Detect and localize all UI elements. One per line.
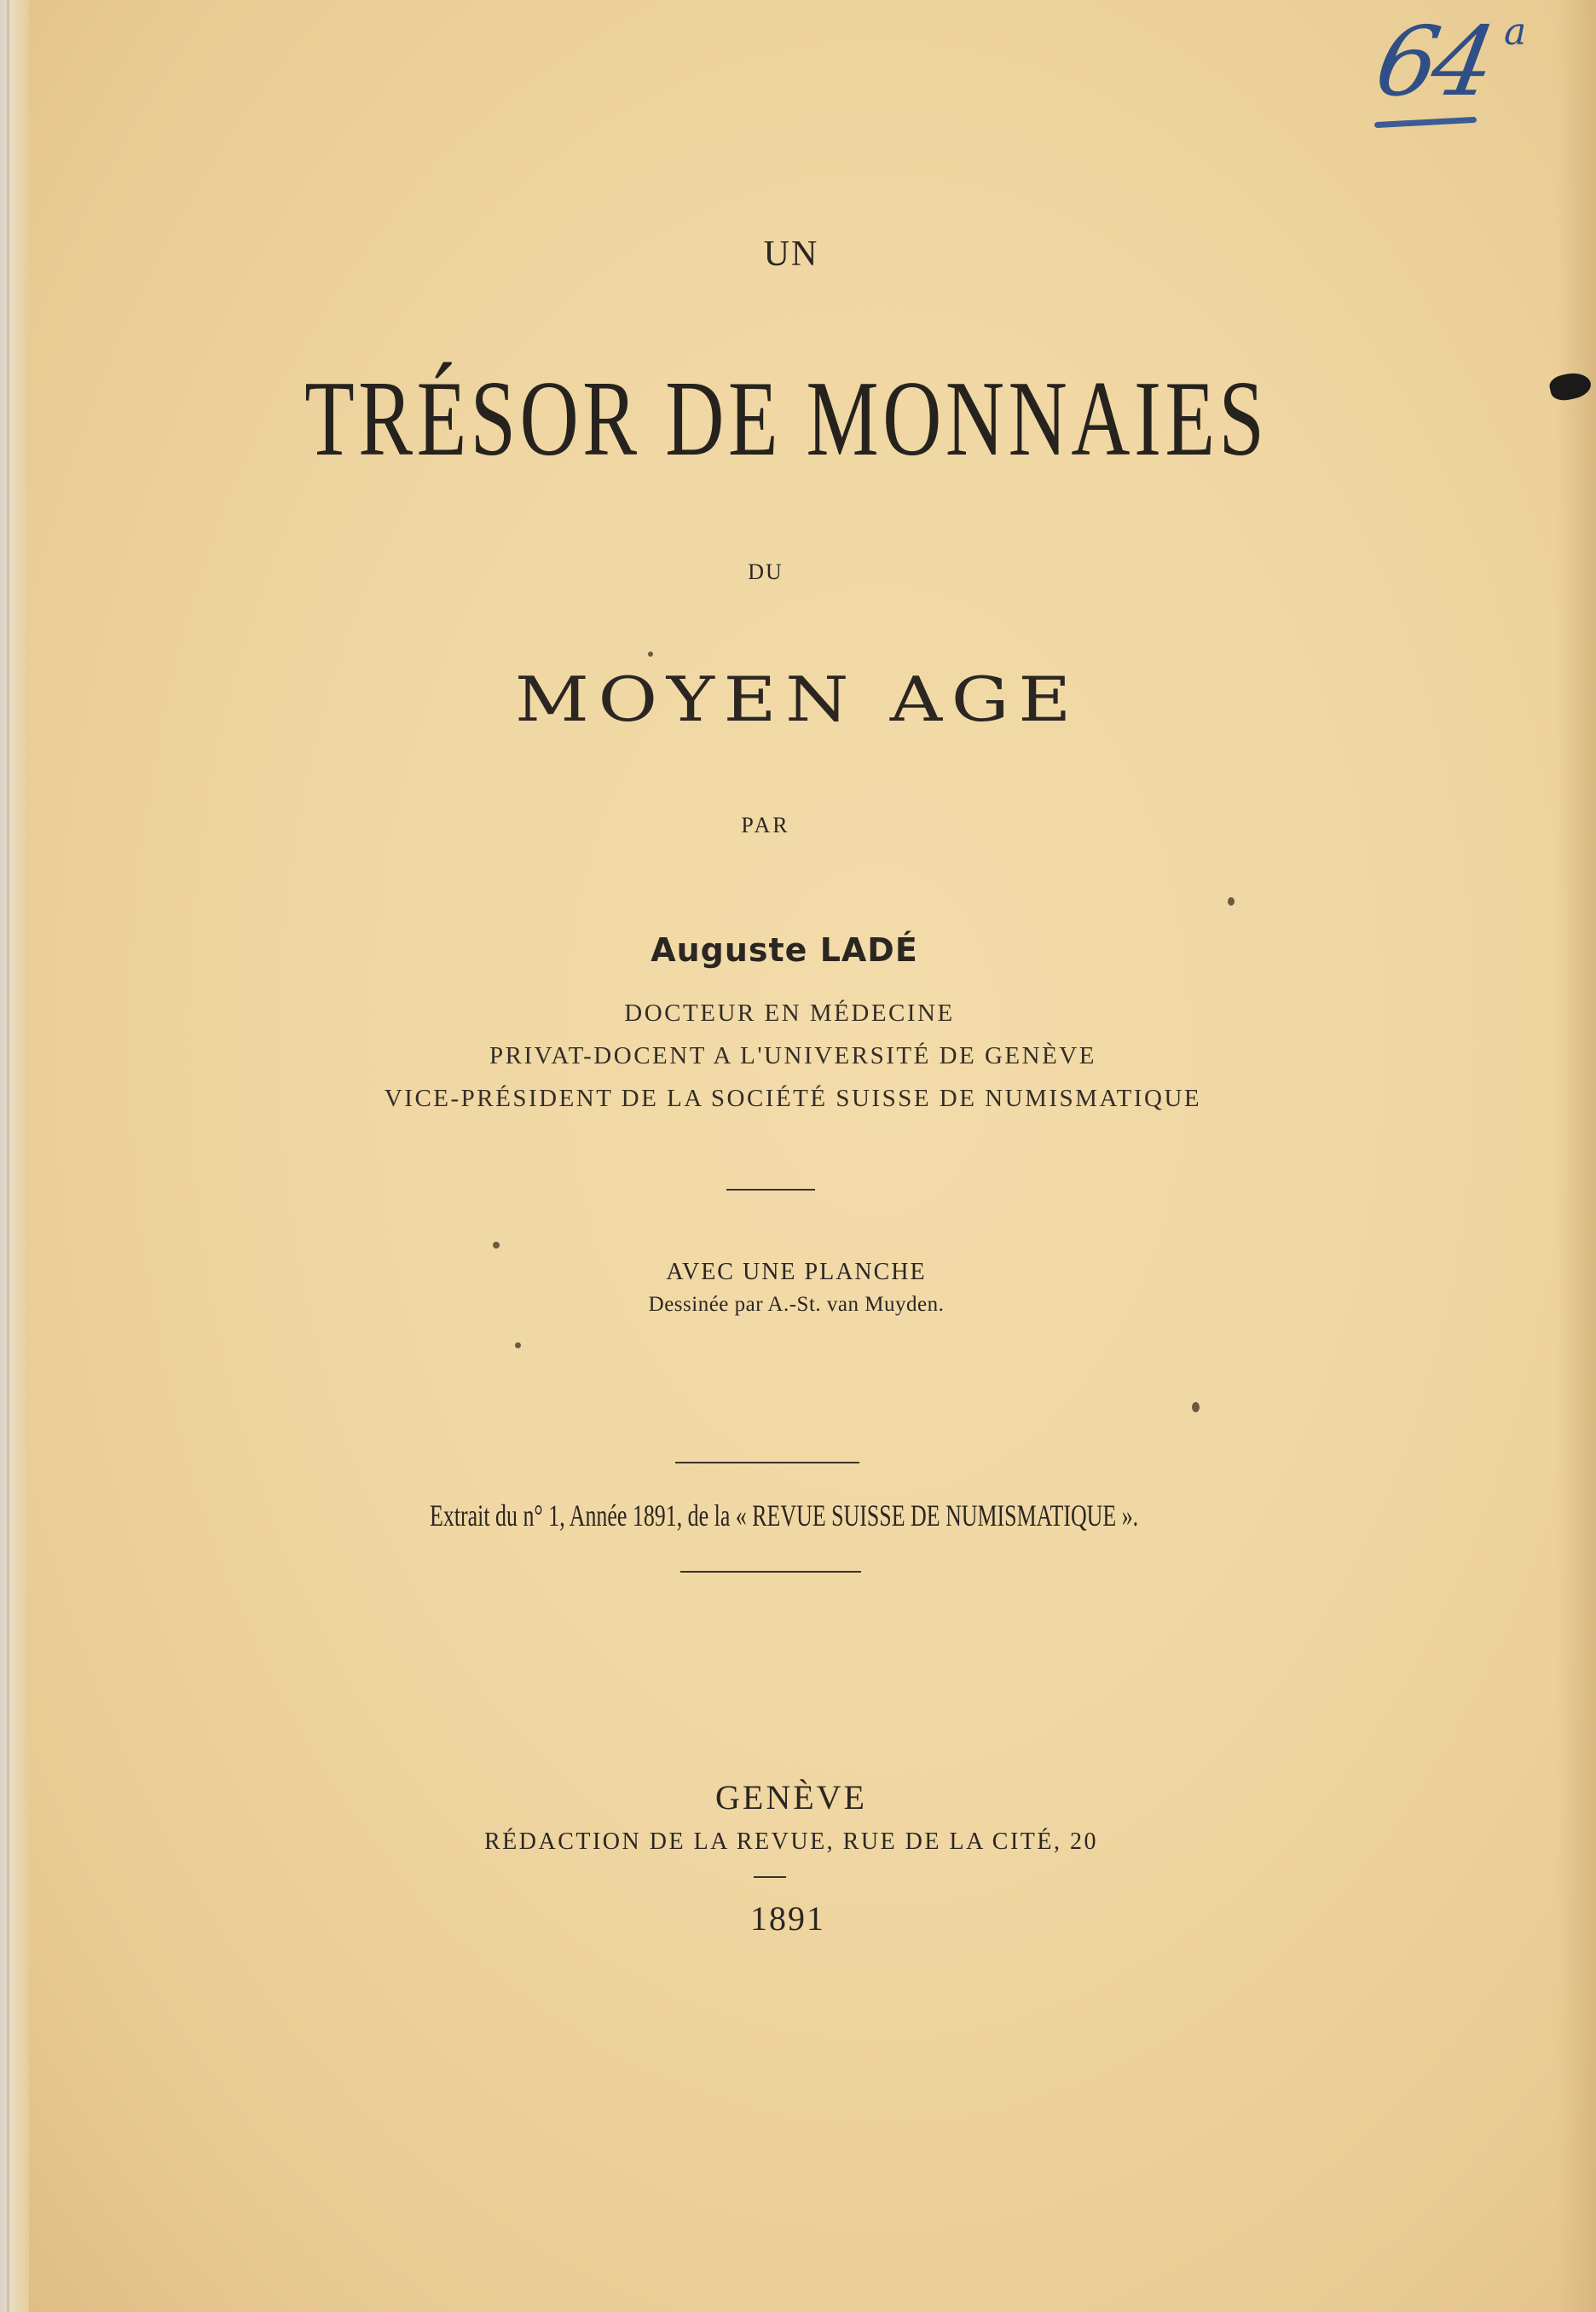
divider-rule — [754, 1876, 786, 1878]
handwritten-catalog-number — [1368, 7, 1545, 135]
paper-speck — [1192, 1402, 1200, 1412]
paper-speck — [493, 1242, 500, 1249]
divider-rule — [675, 1462, 859, 1463]
paper-right-edge — [1557, 0, 1596, 2312]
plate-artist: Dessinée par A.-St. van Muyden. — [648, 1293, 945, 1316]
byline-par: PAR — [741, 813, 790, 837]
title-line-du: DU — [748, 559, 784, 584]
author-credential: DOCTEUR EN MÉDECINE — [624, 1000, 955, 1027]
divider-rule — [680, 1571, 861, 1573]
imprint-city: GENÈVE — [715, 1778, 867, 1817]
title-moyen-age: MOYEN AGE — [514, 663, 1080, 735]
title-main: TRÉSOR DE MONNAIES — [304, 360, 1269, 478]
catalog-underline — [1374, 117, 1477, 128]
catalog-superscript: a — [1504, 10, 1527, 54]
imprint-publisher: RÉDACTION DE LA REVUE, RUE DE LA CITÉ, 20 — [483, 1828, 1098, 1855]
source-note: Extrait du n° 1, Année 1891, de la « REVUE SUISSE DE NUMISMATIQUE ». — [430, 1498, 1139, 1533]
paper-speck — [1228, 897, 1235, 906]
catalog-number: 64 — [1368, 7, 1499, 118]
author-credential: VICE-PRÉSIDENT DE LA SOCIÉTÉ SUISSE DE NUMISMATIQUE — [384, 1085, 1202, 1112]
author-credential: PRIVAT-DOCENT A L'UNIVERSITÉ DE GENÈVE — [489, 1042, 1096, 1069]
plate-note: AVEC UNE PLANCHE — [666, 1259, 927, 1285]
imprint-year: 1891 — [750, 1899, 825, 1938]
paper-speck — [515, 1342, 521, 1348]
author-name: Auguste LADÉ — [651, 931, 918, 969]
title-line-un: UN — [763, 235, 819, 274]
paper-speck — [648, 652, 653, 657]
divider-rule — [726, 1189, 815, 1191]
paper-left-edge — [0, 0, 29, 2312]
